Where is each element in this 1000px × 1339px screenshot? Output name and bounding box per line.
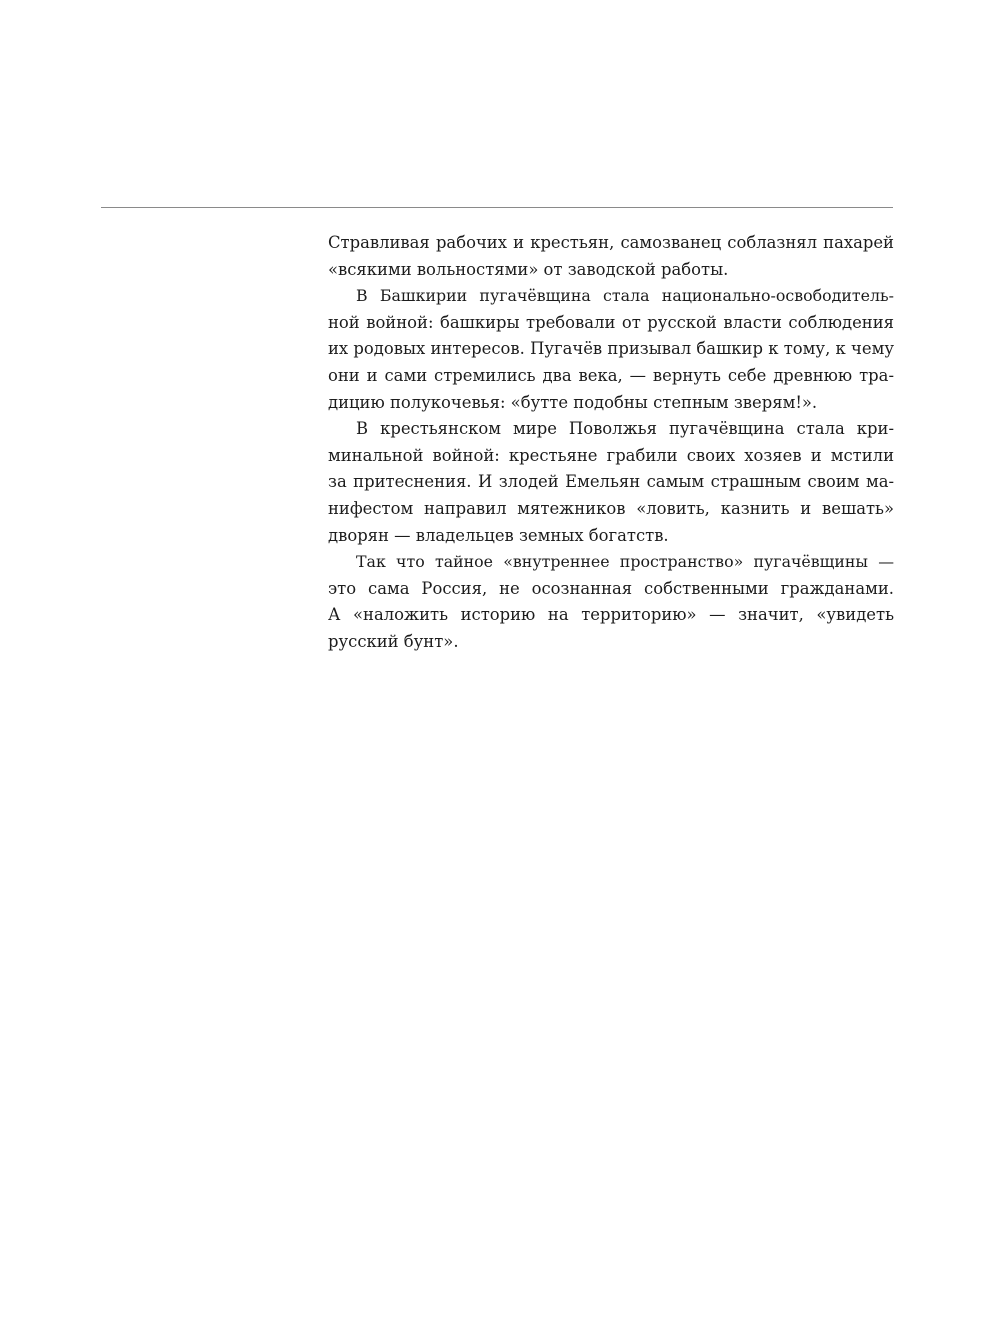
text-line: В крестьянском мире Поволжья пугачёвщина стала кри-	[356, 419, 894, 439]
text-line: дворян — владельцев земных богатств.	[328, 525, 669, 545]
paragraph-1	[328, 230, 894, 283]
text-line: Стравливая рабочих и крестьян, самозванец соблазнял пахарей	[328, 233, 894, 252]
paragraph-4	[328, 549, 894, 655]
text-line: дицию полукочевья: «бутте подобны степным зверям!».	[328, 392, 818, 412]
paragraph-2	[328, 283, 894, 416]
text-line: они и сами стремились два века, — вернуть себе древнюю тра-	[328, 365, 894, 385]
text-line: «всякими вольностями» от заводской работы.	[328, 259, 729, 279]
paragraph-3	[328, 416, 894, 549]
text-line: за притеснения. И злодей Емельян самым страшным своим ма-	[328, 472, 894, 492]
text-line: минальной войной: крестьяне грабили своих хозяев и мстили	[328, 445, 894, 465]
text-line: их родовых интересов. Пугачёв призывал башкир к тому, к чему	[328, 339, 894, 359]
text-line: это сама Россия, не осознанная собственными гражданами.	[328, 578, 894, 598]
text-line: нифестом направил мятежников «ловить, казнить и вешать»	[328, 498, 894, 518]
body-text	[328, 230, 894, 656]
text-line: русский бунт».	[328, 631, 459, 651]
text-line: Так что тайное «внутреннее пространство» пугачёвщины —	[356, 552, 894, 572]
header-rule	[101, 207, 893, 208]
text-line: В Башкирии пугачёвщина стала национально-освободитель-	[356, 286, 894, 306]
text-line: А «наложить историю на территорию» — значит, «увидеть	[328, 605, 894, 625]
text-line: ной войной: башкиры требовали от русской власти соблюдения	[328, 312, 894, 332]
